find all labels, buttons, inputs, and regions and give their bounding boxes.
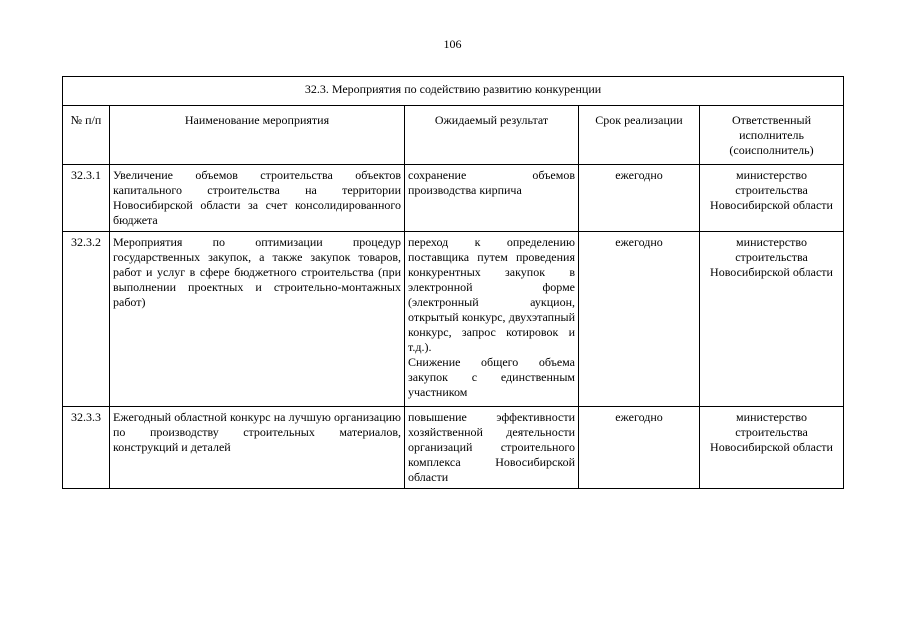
section-title: 32.3. Мероприятия по содействию развитию конкуренции — [63, 77, 844, 106]
row-name: Ежегодный областной конкурс на лучшую организацию по производству строительных материалов, конструкций и деталей — [110, 407, 405, 489]
row-name: Мероприятия по оптимизации процедур государственных закупок, а также закупок товаров, работ и услуг в сфере бюджетного строительства (при выполнении проектных и строительно-монтажных работ) — [110, 232, 405, 407]
row-result: повышение эффективности хозяйственной деятельности организаций строительного комплекса Новосибирской области — [405, 407, 579, 489]
header-row — [63, 106, 844, 165]
row-result-cell — [405, 232, 579, 407]
page-number: 106 — [443, 37, 462, 51]
table-row — [63, 232, 844, 407]
table-row — [63, 407, 844, 489]
row-term: ежегодно — [579, 165, 700, 232]
row-number: 32.3.1 — [63, 165, 110, 232]
row-result: сохранение объемов производства кирпича — [405, 165, 579, 232]
row-term: ежегодно — [579, 232, 700, 407]
row-number: 32.3.3 — [63, 407, 110, 489]
row-name: Увеличение объемов строительства объектов капитального строительства на территории Новосибирской области за счет консолидированного бюджета — [110, 165, 405, 232]
row-executor: министерство строительства Новосибирской области — [700, 407, 844, 489]
row-result: переход к определению поставщика путем проведения конкурентных закупок в электронной форме (электронный аукцион, открытый конкурс, двухэтапный конкурс, запрос котировок и т.д.). — [408, 235, 575, 354]
row-number: 32.3.2 — [63, 232, 110, 407]
header-term: Срок реализации — [579, 106, 700, 165]
table-row — [63, 165, 844, 232]
row-executor: министерство строительства Новосибирской области — [700, 232, 844, 407]
measures-table — [62, 76, 844, 489]
section-title-row — [63, 77, 844, 106]
header-num: № п/п — [63, 106, 110, 165]
header-executor: Ответственный исполнитель (соисполнитель) — [700, 106, 844, 165]
header-result: Ожидаемый результат — [405, 106, 579, 165]
header-name: Наименование мероприятия — [110, 106, 405, 165]
row-result-extra: Снижение общего объема закупок с единственным участником — [408, 355, 575, 399]
row-executor: министерство строительства Новосибирской области — [700, 165, 844, 232]
row-term: ежегодно — [579, 407, 700, 489]
